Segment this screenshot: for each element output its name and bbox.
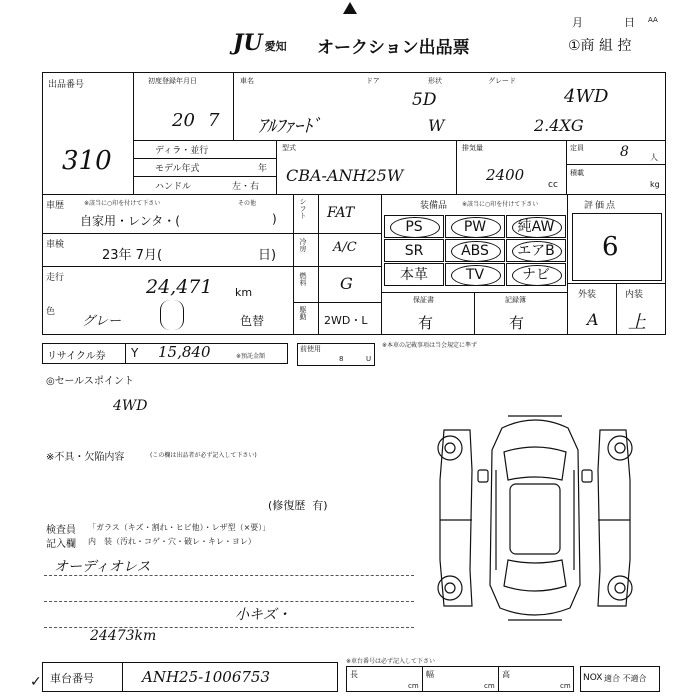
shape-label: 形状 xyxy=(428,77,442,85)
equipment-item[interactable]: ナビ xyxy=(506,263,566,286)
sales-points-label: ◎セールスポイント xyxy=(46,376,134,387)
sales-points-value[interactable]: 4WD xyxy=(113,398,148,414)
recycle-label: リサイクル券 xyxy=(47,351,106,362)
lot-label: 出品番号 xyxy=(48,80,85,90)
transmission-label: シフト xyxy=(299,198,307,219)
inspection-label: 車検 xyxy=(46,240,65,250)
inspector-note-3[interactable]: 24473km xyxy=(90,628,157,644)
model-year-unit: 年 xyxy=(258,164,268,174)
warranty-value[interactable]: 有 xyxy=(418,314,434,332)
capacity-value[interactable]: 8 xyxy=(620,144,629,160)
aircon-value[interactable]: A/C xyxy=(333,240,357,255)
model-type-value[interactable]: CBA-ANH25W xyxy=(286,166,404,185)
nox-value[interactable]: 適合 不適合 xyxy=(604,674,647,683)
score-value[interactable]: 6 xyxy=(602,232,619,262)
drive-label: 駆動 xyxy=(299,306,307,320)
dimensions-box xyxy=(346,666,574,692)
color-repaint-marks xyxy=(160,300,184,330)
inspector-note-2[interactable]: 小キズ・ xyxy=(235,607,291,623)
fuel-value[interactable]: G xyxy=(340,274,353,293)
width-unit: cm xyxy=(484,682,495,690)
equipment-item[interactable]: 本革 xyxy=(384,263,444,286)
chassis-label: 車台番号 xyxy=(50,672,94,685)
equipment-label: 装備品 xyxy=(420,201,448,211)
displacement-value[interactable]: 2400 xyxy=(486,166,525,184)
date-tail-label: AA xyxy=(648,16,658,24)
exterior-value[interactable]: A xyxy=(587,310,599,329)
inspection-day-unit: 日) xyxy=(258,248,277,263)
equipment-circle-mark xyxy=(451,217,501,238)
date-month-label: 月 xyxy=(572,16,583,29)
inspector-note-1[interactable]: オーディオレス xyxy=(54,559,151,575)
width-label: 幅 xyxy=(426,670,434,679)
exterior-label: 外装 xyxy=(578,290,597,300)
inspection-value[interactable]: 23年 7月( xyxy=(102,248,163,263)
record-value[interactable]: 有 xyxy=(509,314,525,332)
warranty-label: 保証書 xyxy=(413,296,434,304)
fuel-label: 燃料 xyxy=(299,272,307,286)
mileage-label: 走行 xyxy=(46,273,65,283)
date-day-label: 日 xyxy=(624,16,635,29)
inspector-line-1: 「ガラス（キズ・割れ・ヒビ他）・レザ型（×要）」 xyxy=(88,523,271,532)
interior-label: 内装 xyxy=(625,290,644,300)
record-label: 記録簿 xyxy=(505,296,526,304)
page-title: オークション出品票 xyxy=(317,38,470,58)
doors-value[interactable]: 5D xyxy=(412,90,437,110)
equipment-item[interactable]: PS xyxy=(384,215,444,238)
usage-label: 車歴 xyxy=(46,201,65,211)
prev-usage-note2: U xyxy=(366,355,372,363)
equipment-circle-mark xyxy=(390,217,440,238)
equipment-circle-mark xyxy=(451,241,501,262)
equipment-item[interactable]: PW xyxy=(445,215,505,238)
usage-note-other: その他 xyxy=(238,200,257,207)
chassis-value[interactable]: ANH25-1006753 xyxy=(142,668,270,686)
recycle-note: ※預託金額 xyxy=(236,353,266,360)
height-label: 高 xyxy=(502,670,510,679)
length-unit: cm xyxy=(408,682,419,690)
load-unit: kg xyxy=(650,180,660,189)
model-type-label: 型式 xyxy=(282,144,296,152)
doors-label: ドア xyxy=(366,77,380,85)
capacity-label: 定員 xyxy=(570,144,584,152)
equipment-item[interactable]: SR xyxy=(384,239,444,262)
lot-value[interactable]: 310 xyxy=(62,146,112,176)
mileage-unit: km xyxy=(235,286,253,299)
recycle-value[interactable]: 15,840 xyxy=(158,343,211,361)
handle-options[interactable]: 左・右 xyxy=(232,182,260,192)
recycle-status[interactable]: Y xyxy=(131,346,139,360)
handle-label: ハンドル xyxy=(155,182,192,192)
interior-value[interactable]: 上 xyxy=(628,312,646,333)
length-label: 長 xyxy=(350,670,358,679)
mileage-value[interactable]: 24,471 xyxy=(146,276,213,298)
aircon-label: 冷房 xyxy=(299,238,307,252)
ju-logo: JU 愛知 xyxy=(233,30,287,56)
car-diagram[interactable] xyxy=(430,410,640,625)
drive-value[interactable]: 2WD・L xyxy=(324,314,368,327)
grade-value[interactable]: 2.4XG xyxy=(534,116,584,135)
height-unit: cm xyxy=(560,682,571,690)
notice-text: ※本車の記載事項は当会規定に準ず xyxy=(382,342,478,349)
car-name-value[interactable]: ｱﾙﾌｧｰﾄﾞ xyxy=(258,116,321,137)
equipment-circle-mark xyxy=(512,217,562,238)
nox-label: NOX xyxy=(583,673,603,683)
inspector-label-1: 検査員 xyxy=(46,525,76,536)
equipment-item[interactable]: 純AW xyxy=(506,215,566,238)
grade-drive-value[interactable]: 4WD xyxy=(564,86,609,107)
top-arrow-icon xyxy=(343,2,357,14)
displacement-label: 排気量 xyxy=(462,144,483,152)
inspector-line-2: 内 装（汚れ・コゲ・穴・破レ・キレ・ヨレ） xyxy=(88,537,256,546)
equipment-item[interactable]: ABS xyxy=(445,239,505,262)
usage-value[interactable]: 自家用・レンタ・( xyxy=(80,214,180,228)
equipment-circle-mark xyxy=(512,265,562,286)
registration-month[interactable]: 7 xyxy=(208,110,220,131)
equipment-circle-mark xyxy=(451,265,501,286)
load-label: 積載 xyxy=(570,169,584,177)
transmission-value[interactable]: FAT xyxy=(327,205,355,221)
dealer-label: ディラ・並行 xyxy=(155,146,209,156)
registration-label: 初度登録年月日 xyxy=(148,77,197,85)
equipment-circle-mark xyxy=(512,241,562,262)
defects-label: ※不具・欠陥内容 xyxy=(46,452,125,463)
color-label: 色 xyxy=(46,307,56,317)
car-name-label: 車名 xyxy=(240,77,254,85)
displacement-unit: cc xyxy=(548,180,558,190)
check-mark-icon: ✓ xyxy=(30,674,42,690)
status-marks: ①商 組 控 xyxy=(568,38,632,54)
footer-note: ※車台番号は必ず記入して下さい xyxy=(346,658,436,665)
registration-year[interactable]: 20 xyxy=(172,110,195,131)
repair-history-label: (修復歴 有) xyxy=(268,499,328,512)
usage-close: ) xyxy=(272,212,277,226)
inspector-label-2: 記入欄 xyxy=(46,539,76,550)
grade-label: グレード xyxy=(488,77,516,85)
model-year-label: モデル年式 xyxy=(155,164,200,174)
prev-usage-label: 前使用 xyxy=(300,345,321,353)
usage-note: ※該当に○印を付けて下さい xyxy=(84,200,161,207)
color-repaint-label: 色替 xyxy=(240,314,265,328)
color-value[interactable]: グレー xyxy=(82,314,122,329)
equipment-note: ※該当に○印を付けて下さい xyxy=(462,201,539,208)
defects-note: (この欄は出品者が必ず記入して下さい) xyxy=(150,452,257,459)
capacity-unit: 人 xyxy=(650,153,658,162)
score-label: 評価点 xyxy=(584,201,618,211)
prev-usage-note: 8 xyxy=(339,355,344,363)
equipment-item[interactable]: TV xyxy=(445,263,505,286)
shape-value[interactable]: W xyxy=(428,116,445,135)
equipment-item[interactable]: エアB xyxy=(506,239,566,262)
